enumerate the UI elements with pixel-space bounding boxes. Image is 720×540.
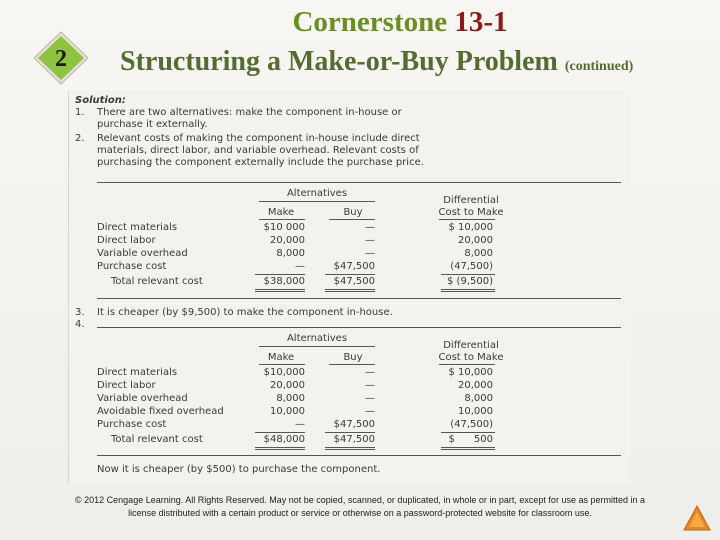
table-rule (441, 447, 495, 448)
step-text: It is cheaper (by $9,500) to make the component in-house. (97, 307, 393, 318)
table-rule (97, 298, 621, 299)
diff-header: Cost to Make (438, 352, 504, 363)
table-rule (259, 219, 305, 220)
chapter-number: 2 (55, 46, 67, 72)
alternatives-header: Alternatives (286, 333, 348, 344)
diff-header: Differential (443, 195, 499, 206)
corner-triangle-icon (682, 504, 712, 532)
table-rule (259, 201, 375, 202)
solution-panel: Solution: 1. There are two alternatives: make the component in-house or purchase it externally. 2. Relevant costs of making the component in-house include direct materials, direct labor, and variable overhead. Relevant costs of purchasing the component externally include the purchase price. Alternatives Differential Cost to Make Make Buy Direct materials $10 000 — $ 10,000 Direct labor 20,000 — 20,000 Variable overhead 8,000 — 8,000 Purchase cost — $47,500 (47,500) Total relevant cost $38,000 $47,500 $ (9,500) 3. It is cheaper (by $9,500) to make the component in-house. 4. Alternatives Differential Cost to Make Make Buy Direct materials $10,000 — $ 10,000 Direct labor 20,000 — 20,000 Variable overhead 8,000 — 8,000 Avoidable fixed overhead 10,000 — 10,000 Purchase cost — $47,500 (47,500) Total relevant cost $48,000 $47,500 $ 500 Now it is cheaper (by $500) to purchase the component. (68, 91, 630, 484)
table-rule (259, 364, 305, 365)
solution-heading: Solution: (75, 95, 126, 106)
title-number: 13-1 (454, 6, 508, 38)
table-rule (255, 289, 305, 290)
step-text: materials, direct labor, and variable overhead. Relevant costs of (97, 145, 419, 156)
step-number: 1. (75, 107, 85, 118)
make-header: Make (267, 207, 295, 218)
copyright-footer (30, 494, 690, 520)
table-rule (259, 346, 375, 347)
copyright-line: license distributed with a certain product or service or otherwise on a password-protected website for classroom use. (128, 508, 592, 518)
slide-title-top (200, 6, 600, 39)
table-rule (441, 291, 495, 292)
step-text: purchase it externally. (97, 119, 208, 130)
table-rule (255, 449, 305, 450)
table-rule (325, 447, 375, 448)
table-rule (325, 291, 375, 292)
table-rule (441, 449, 495, 450)
title-main-text: Structuring a Make-or-Buy Problem (120, 46, 558, 77)
table-rule (97, 182, 621, 183)
table-rule (255, 447, 305, 448)
table-rule (439, 364, 495, 365)
table-rule (255, 274, 305, 275)
title-prefix: Cornerstone (292, 6, 448, 38)
step-text: Relevant costs of making the component in-house include direct (97, 133, 420, 144)
buy-header: Buy (343, 352, 363, 363)
alternatives-header: Alternatives (286, 188, 348, 199)
table-rule (329, 219, 375, 220)
table-rule (329, 364, 375, 365)
step-text: There are two alternatives: make the component in-house or (97, 107, 402, 118)
table-rule (325, 449, 375, 450)
table-rule (325, 432, 375, 433)
table-rule (439, 219, 495, 220)
step-number: 3. (75, 307, 85, 318)
table-rule (255, 432, 305, 433)
table-rule (255, 291, 305, 292)
step-number: 2. (75, 133, 85, 144)
table-rule (325, 274, 375, 275)
copyright-line: © 2012 Cengage Learning. All Rights Reserved. May not be copied, scanned, or duplicated, in whole or in part, except for use as permitted in a (75, 495, 645, 505)
make-header: Make (267, 352, 295, 363)
table-rule (97, 327, 621, 328)
table-rule (441, 274, 495, 275)
table-rule (97, 455, 621, 456)
step-text: purchasing the component externally include the purchase price. (97, 157, 424, 168)
conclusion-text: Now it is cheaper (by $500) to purchase the component. (97, 464, 381, 475)
table-rule (325, 289, 375, 290)
step-number: 4. (75, 319, 85, 330)
diff-header: Differential (443, 340, 499, 351)
title-continued: (continued) (564, 59, 634, 74)
diff-header: Cost to Make (438, 207, 504, 218)
table-rule (441, 289, 495, 290)
chapter-badge (28, 30, 94, 86)
buy-header: Buy (343, 207, 363, 218)
slide-title (120, 46, 720, 78)
table-rule (441, 432, 495, 433)
